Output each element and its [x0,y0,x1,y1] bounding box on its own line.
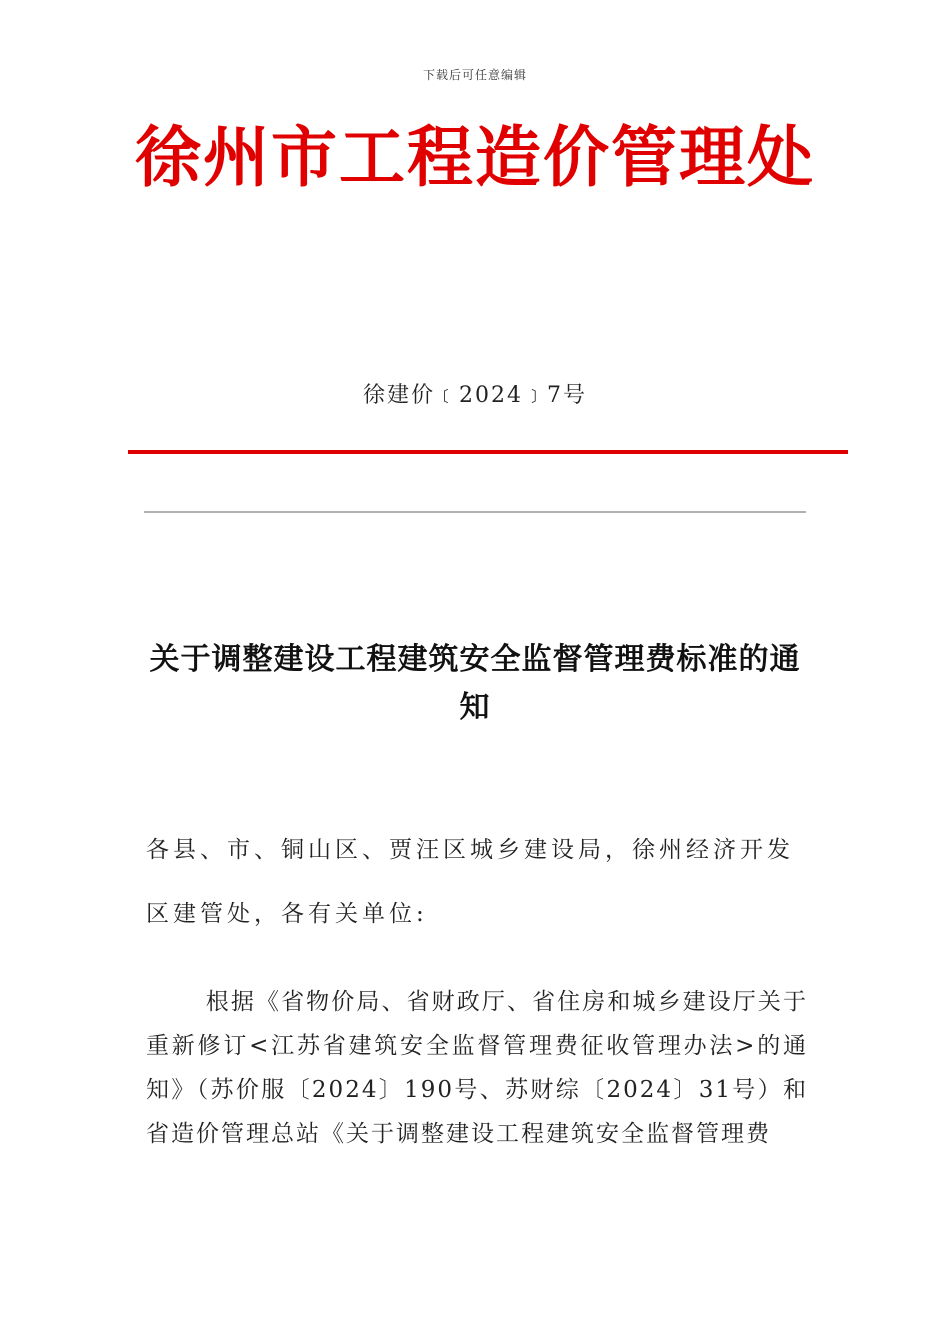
organization-title: 徐州市工程造价管理处 [135,118,815,196]
recipients: 各县、市、铜山区、贾汪区城乡建设局，徐州经济开发区建管处，各有关单位: [146,837,794,927]
gray-divider-line [144,511,806,513]
red-divider-line [128,450,848,454]
header-note: 下载后可任意编辑 [422,68,527,82]
document-number: 徐建价﹝2024﹞7号 [363,383,587,408]
notice-title: 关于调整建设工程建筑安全监督管理费标准的通知 [149,642,801,725]
body-paragraph: 根据《省物价局、省财政厅、省住房和城乡建设厅关于重新修订<江苏省建筑安全监督管理费征收管理办法>的通知》（苏价服〔2024〕190号、苏财综〔2024〕31号）和省造价管理总站《关于调整建设工程建筑安全监督管理费 [146,989,808,1147]
